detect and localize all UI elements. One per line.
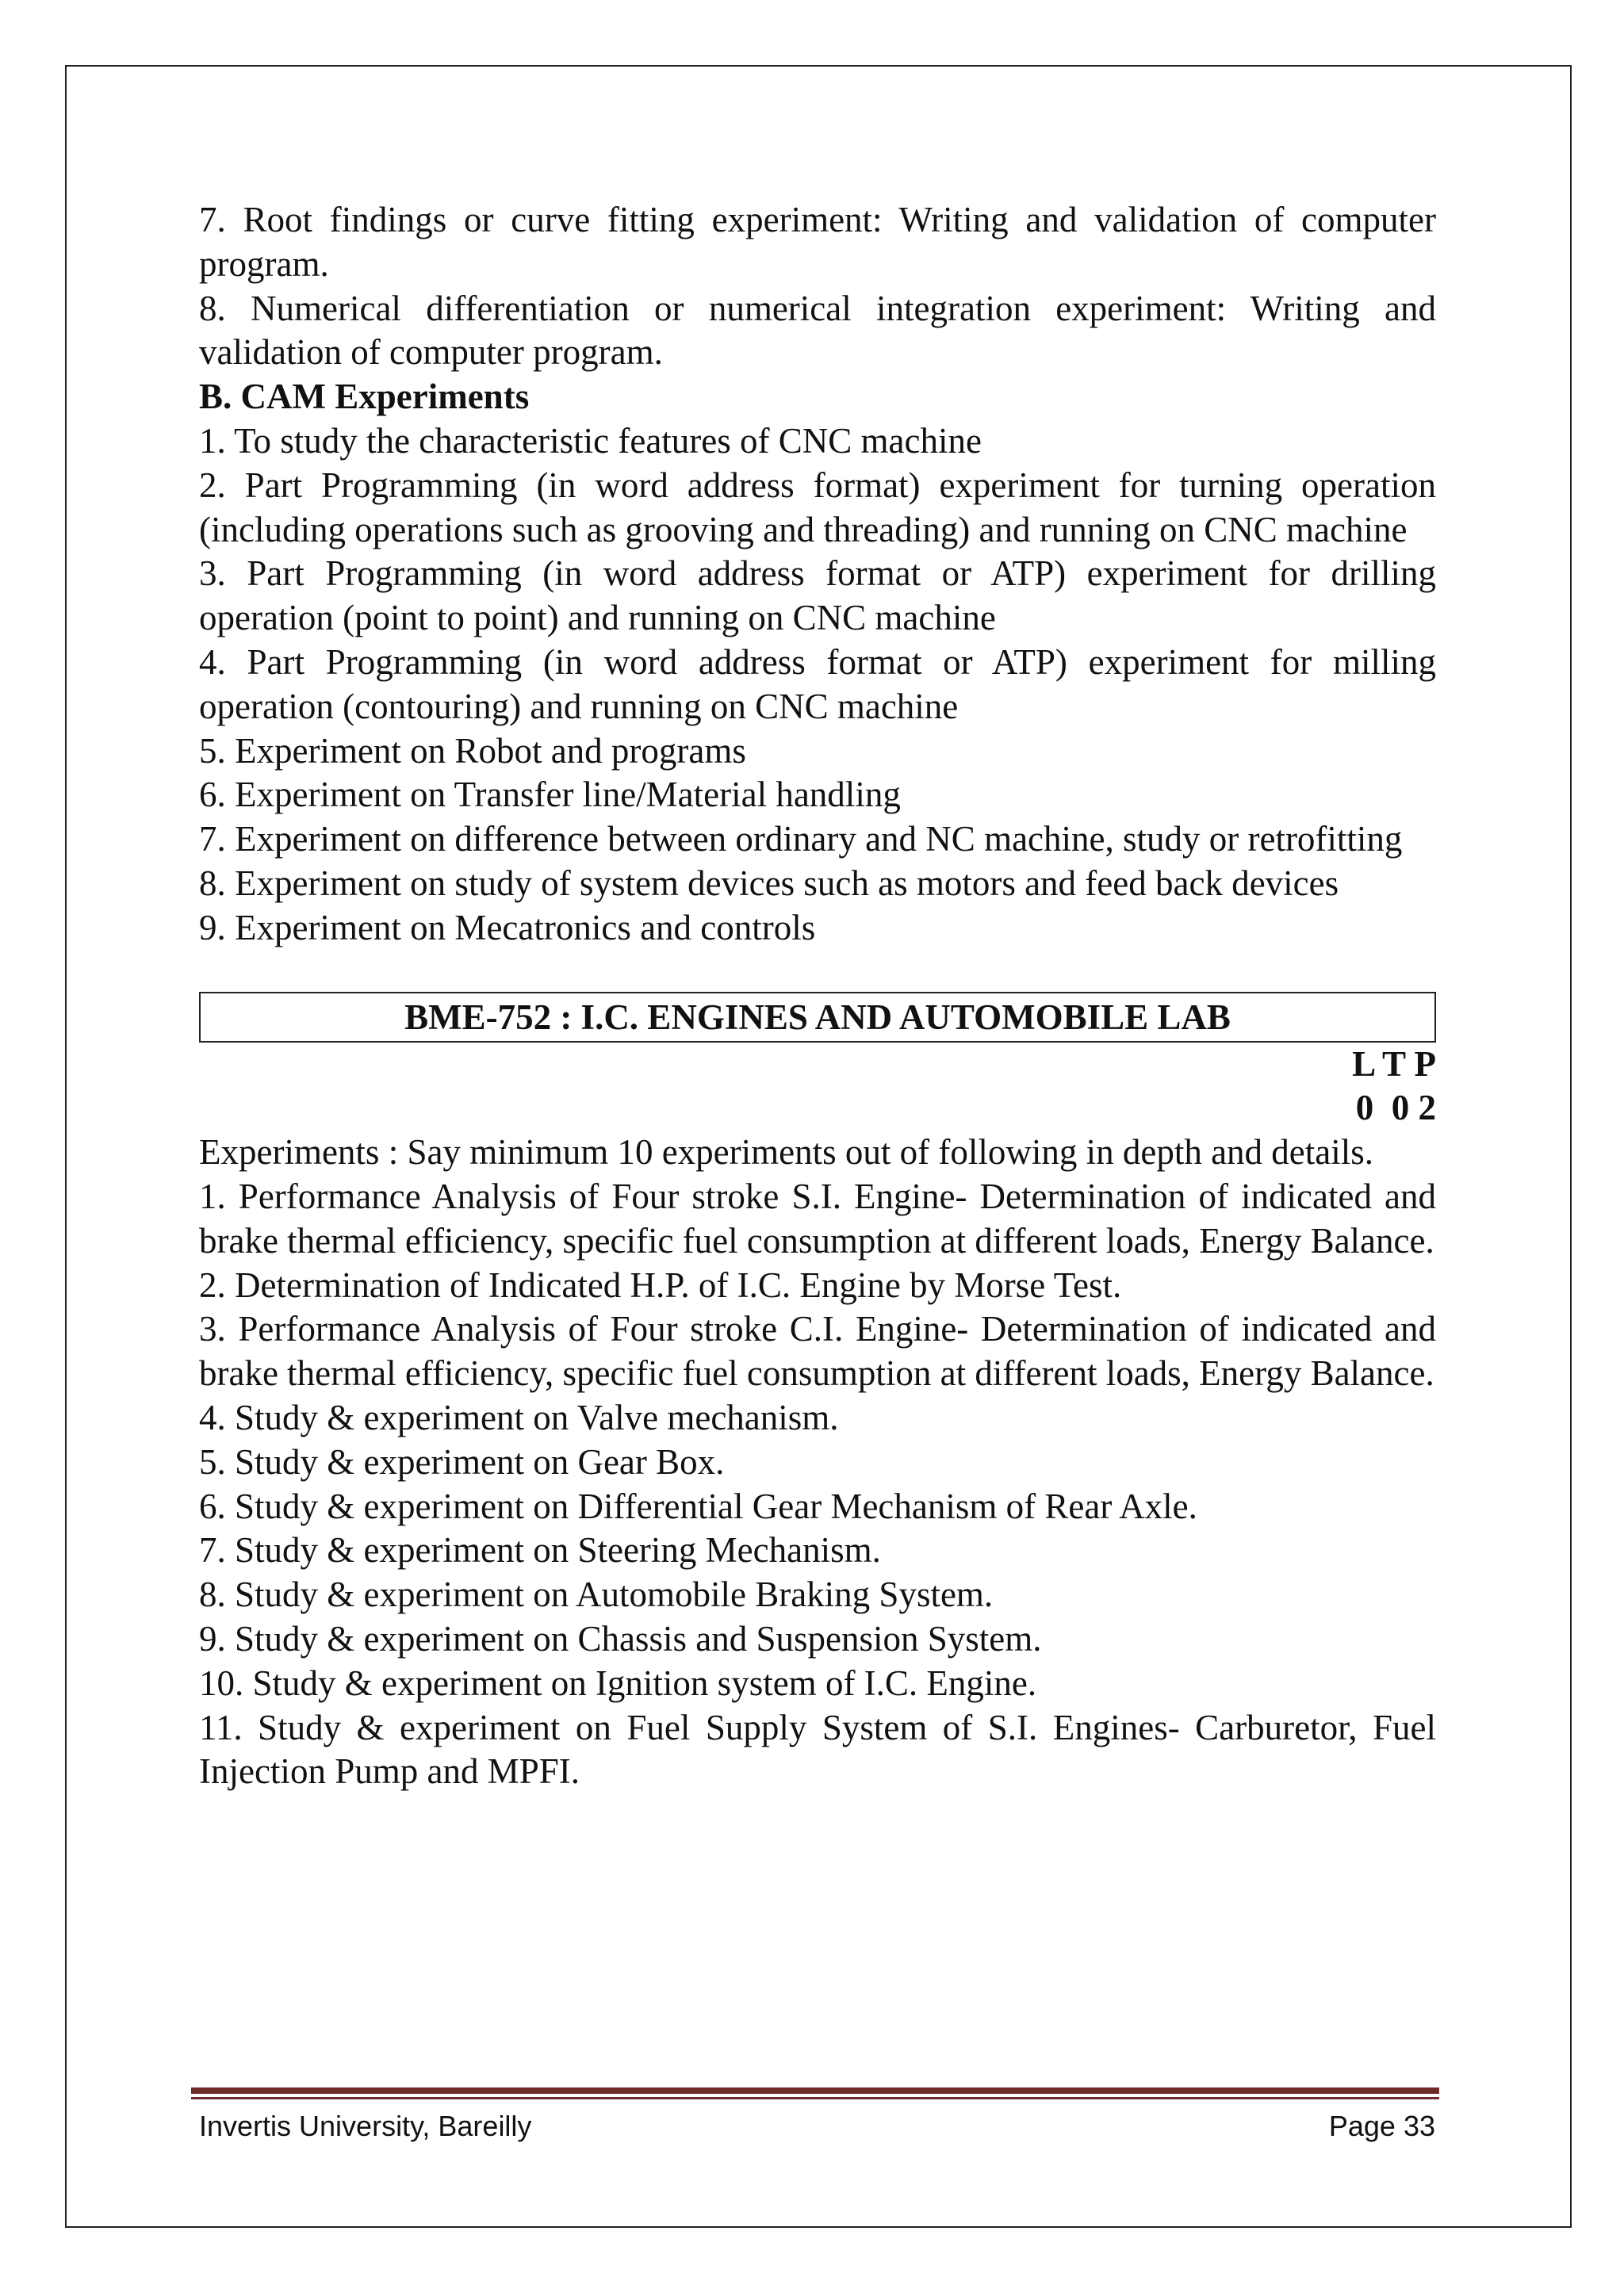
ltp-header: L T P (1352, 1043, 1436, 1084)
list-item: 9. Experiment on Mecatronics and controls (199, 907, 816, 947)
ltp-values: 0 0 2 (1355, 1088, 1436, 1128)
list-item: 7. Root findings or curve fitting experiment: Writing and validation of computer program. (199, 200, 1436, 284)
list-item: 2. Part Programming (in word address format) experiment for turning operation (including operations such as grooving and threading) and running on CNC machine (199, 465, 1436, 549)
list-item: 6. Experiment on Transfer line/Material handling (199, 775, 901, 815)
list-item: 3. Performance Analysis of Four stroke C.I. Engine- Determination of indicated and brake thermal efficiency, specific fuel consumption at different loads, Energy Balance. (199, 1309, 1436, 1394)
section-heading: B. CAM Experiments (199, 377, 530, 417)
spacer (199, 951, 1436, 992)
list-item: 2. Determination of Indicated H.P. of I.C. Engine by Morse Test. (199, 1265, 1122, 1305)
list-item: 4. Part Programming (in word address format or ATP) experiment for milling operation (contouring) and running on CNC machine (199, 641, 1436, 726)
footer-rule-thick (191, 2087, 1439, 2094)
list-item: 6. Study & experiment on Differential Gear Mechanism of Rear Axle. (199, 1486, 1197, 1526)
list-item: 11. Study & experiment on Fuel Supply System of S.I. Engines- Carburetor, Fuel Injection Pump and MPFI. (199, 1707, 1436, 1792)
footer-rule-thin (191, 2097, 1439, 2099)
list-item: 8. Study & experiment on Automobile Braking System. (199, 1575, 994, 1615)
list-item: 8. Experiment on study of system devices such as motors and feed back devices (199, 863, 1339, 903)
list-item: 5. Experiment on Robot and programs (199, 730, 746, 771)
list-item: 3. Part Programming (in word address format or ATP) experiment for drilling operation (point to point) and running on CNC machine (199, 553, 1436, 638)
list-item: 9. Study & experiment on Chassis and Suspension System. (199, 1618, 1042, 1659)
course-intro: Experiments : Say minimum 10 experiments out of following in depth and details. (199, 1132, 1374, 1173)
page-content (199, 198, 1436, 1794)
footer-page-number: Page 33 (1328, 2110, 1435, 2142)
list-item: 4. Study & experiment on Valve mechanism. (199, 1397, 839, 1437)
list-item: 1. To study the characteristic features of CNC machine (199, 420, 982, 461)
list-item: 8. Numerical differentiation or numerical integration experiment: Writing and validation of computer program. (199, 288, 1436, 373)
list-item: 7. Study & experiment on Steering Mechanism. (199, 1530, 881, 1571)
list-item: 1. Performance Analysis of Four stroke S.I. Engine- Determination of indicated and brake thermal efficiency, specific fuel consumption at different loads, Energy Balance. (199, 1176, 1436, 1261)
list-item: 10. Study & experiment on Ignition system of I.C. Engine. (199, 1663, 1037, 1703)
footer-university: Invertis University, Bareilly (199, 2110, 532, 2142)
list-item: 7. Experiment on difference between ordinary and NC machine, study or retrofitting (199, 819, 1403, 859)
course-title: BME-752 : I.C. ENGINES AND AUTOMOBILE LAB (199, 992, 1436, 1043)
list-item: 5. Study & experiment on Gear Box. (199, 1441, 725, 1482)
